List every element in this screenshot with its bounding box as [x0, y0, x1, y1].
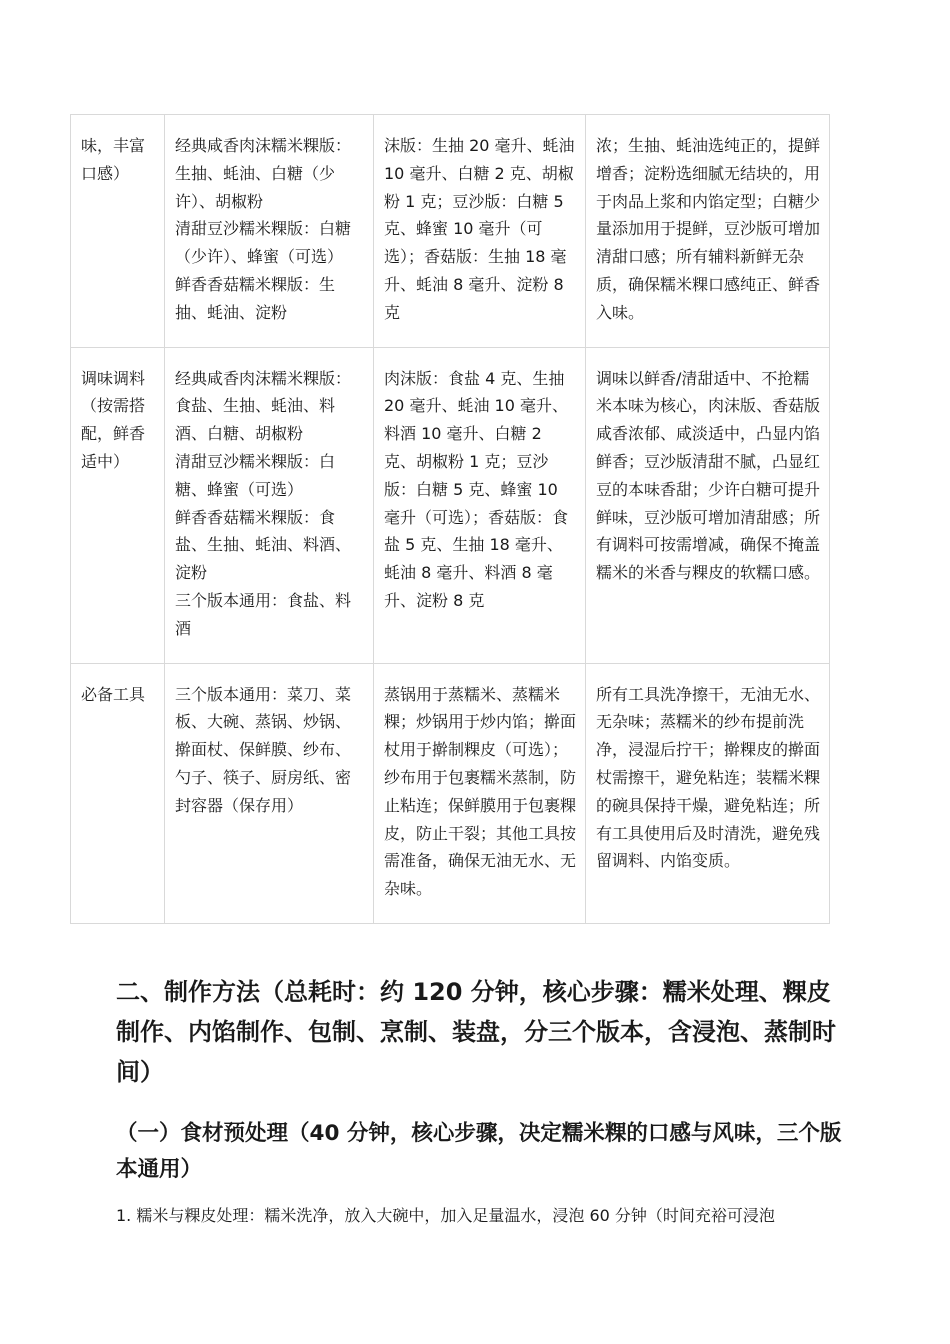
- cell-amounts: [374, 663, 586, 923]
- item-line: 鲜香香菇糯米粿版：生抽、蚝油、淀粉: [175, 274, 336, 322]
- item-line: 经典咸香肉沫糯米粿版：生抽、蚝油、白糖（少许）、胡椒粉: [175, 136, 352, 211]
- table-row: [71, 347, 830, 663]
- cell-items: [165, 347, 374, 663]
- item-line: 经典咸香肉沫糯米粿版：食盐、生抽、蚝油、料酒、白糖、胡椒粉: [175, 368, 352, 444]
- notes-text: 调味以鲜香/清甜适中、不抢糯米本味为核心，肉沫版、香菇版咸香浓郁、咸淡适中，凸显内馅鲜香；豆沙版清甜不腻，凸显红豆的本味香甜；少许白糖可提升鲜味，豆沙版可增加清甜感；所有调料可按需增减，确保不掩盖糯米的米香与粿皮的软糯口感。: [596, 368, 821, 583]
- category-text: 味，丰富口感）: [81, 136, 146, 183]
- amounts-text: 蒸锅用于蒸糯米、蒸糯米粿；炒锅用于炒内馅；擀面杖用于擀制粿皮（可选）；纱布用于包裹糯米蒸制，防止粘连；保鲜膜用于包裹粿皮，防止干裂；其他工具按需准备，确保无油无水、无杂味。: [384, 684, 577, 899]
- cell-amounts: [374, 347, 586, 663]
- amounts-text: 肉沫版：食盐 4 克、生抽 20 毫升、蚝油 10 毫升、料酒 10 毫升、白糖 2 克、胡椒粉 1 克；豆沙版：白糖 5 克、蜂蜜 10 毫升（可选）；香菇版：食盐 5 克、生抽 18 毫升、蚝油 8 毫升、料酒 8 毫升、淀粉 8 克: [384, 368, 569, 610]
- cell-notes: [586, 115, 830, 348]
- cell-notes: [586, 347, 830, 663]
- cell-category: [71, 115, 165, 348]
- section-heading: 二、制作方法（总耗时：约 120 分钟，核心步骤：糯米处理、粿皮制作、内馅制作、包制、烹制、装盘，分三个版本，含浸泡、蒸制时间）: [116, 978, 836, 1086]
- cell-category: [71, 347, 165, 663]
- cell-category: [71, 663, 165, 923]
- cell-notes: [586, 663, 830, 923]
- table-row: [71, 115, 830, 348]
- cell-amounts: [374, 115, 586, 348]
- notes-text: 浓；生抽、蚝油选纯正的，提鲜增香；淀粉选细腻无结块的，用于肉品上浆和内馅定型；白糖少量添加用于提鲜，豆沙版可增加清甜口感；所有辅料新鲜无杂质，确保糯米粿口感纯正、鲜香入味。: [596, 136, 821, 322]
- item-line: 清甜豆沙糯米粿版：白糖、蜂蜜（可选）: [175, 451, 336, 499]
- item-line: 清甜豆沙糯米粿版：白糖（少许）、蜂蜜（可选）: [175, 219, 352, 267]
- cell-items: [165, 663, 374, 923]
- ingredients-table: [70, 114, 830, 924]
- amounts-text: 沫版：生抽 20 毫升、蚝油 10 毫升、白糖 2 克、胡椒粉 1 克；豆沙版：白糖 5 克、蜂蜜 10 毫升（可选）；香菇版：生抽 18 毫升、蚝油 8 毫升、淀粉 8 克: [384, 136, 575, 322]
- table-row: [71, 663, 830, 923]
- item-line: 三个版本通用：菜刀、菜板、大碗、蒸锅、炒锅、擀面杖、保鲜膜、纱布、勺子、筷子、厨房纸、密封容器（保存用）: [175, 684, 352, 815]
- cell-items: [165, 115, 374, 348]
- item-line: 鲜香香菇糯米粿版：食盐、生抽、蚝油、料酒、淀粉: [175, 507, 352, 583]
- notes-text: 所有工具洗净擦干，无油无水、无杂味；蒸糯米的纱布提前洗净，浸湿后拧干；擀粿皮的擀面杖需擦干，避免粘连；装糯米粿的碗具保持干燥，避免粘连；所有工具使用后及时清洗，避免残留调料、内馅变质。: [596, 684, 821, 871]
- category-text: 调味调料（按需搭配，鲜香适中）: [81, 368, 146, 471]
- subsection-heading: （一）食材预处理（40 分钟，核心步骤，决定糯米粿的口感与风味，三个版本通用）: [116, 1121, 842, 1182]
- step-paragraph: 1. 糯米与粿皮处理：糯米洗净，放入大碗中，加入足量温水，浸泡 60 分钟（时间充裕可浸泡: [116, 1206, 775, 1225]
- category-text: 必备工具: [81, 684, 146, 704]
- item-line: 三个版本通用：食盐、料酒: [175, 590, 352, 638]
